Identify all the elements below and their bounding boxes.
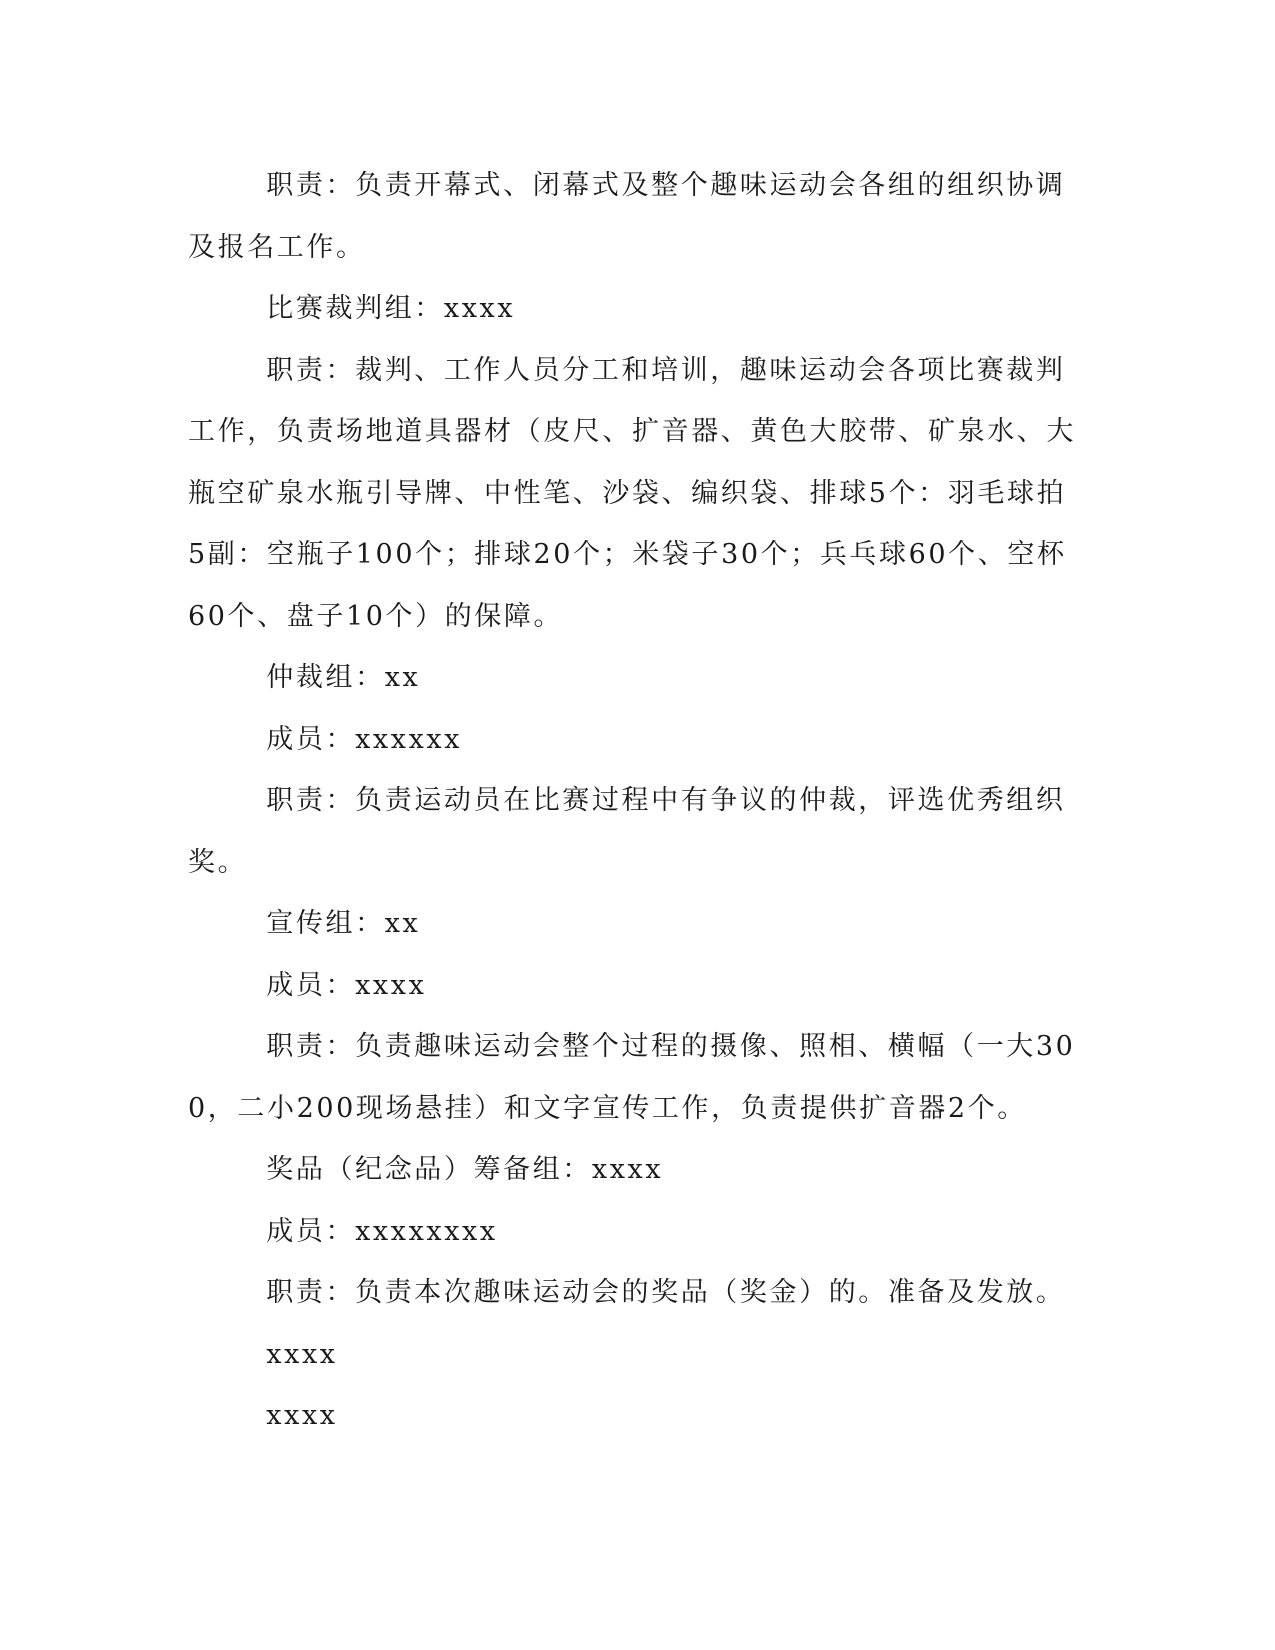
paragraph-arbitration-group: 仲裁组：xx bbox=[266, 662, 421, 693]
paragraph-prizes-members: 成员：xxxxxxxx bbox=[266, 1215, 498, 1247]
paragraph-publicity-members: 成员：xxxx bbox=[266, 969, 427, 1001]
document-body bbox=[188, 155, 1078, 1447]
paragraph-publicity-group: 宣传组：xx bbox=[266, 908, 421, 939]
paragraph-arbitration-members: 成员：xxxxxx bbox=[266, 723, 463, 755]
paragraph-judging-duties: 职责：裁判、工作人员分工和培训，趣味运动会各项比赛裁判工作，负责场地道具器材（皮尺、扩音器、黄色大胶带、矿泉水、大瓶空矿泉水瓶引导牌、中性笔、沙袋、编织袋、排球5个：羽毛球拍5副：空瓶子100个；排球20个；米袋子30个；兵乓球60个、空杯60个、盘子10个）的保障。 bbox=[188, 354, 1076, 632]
paragraph-signature-1: xxxx bbox=[266, 1338, 338, 1370]
paragraph-prizes-group: 奖品（纪念品）筹备组：xxxx bbox=[266, 1154, 664, 1185]
paragraph-prizes-duties: 职责：负责本次趣味运动会的奖品（奖金）的。准备及发放。 bbox=[266, 1277, 1066, 1308]
paragraph-publicity-duties: 职责：负责趣味运动会整个过程的摄像、照相、横幅（一大300，二小200现场悬挂）和文字宣传工作，负责提供扩音器2个。 bbox=[188, 1031, 1076, 1124]
paragraph-signature-2: xxxx bbox=[266, 1400, 338, 1431]
paragraph-judging-group: 比赛裁判组：xxxx bbox=[266, 293, 516, 324]
paragraph-arbitration-duties: 职责：负责运动员在比赛过程中有争议的仲裁，评选优秀组织奖。 bbox=[188, 785, 1066, 878]
paragraph-organizing-duties: 职责：负责开幕式、闭幕式及整个趣味运动会各组的组织协调及报名工作。 bbox=[188, 170, 1066, 263]
